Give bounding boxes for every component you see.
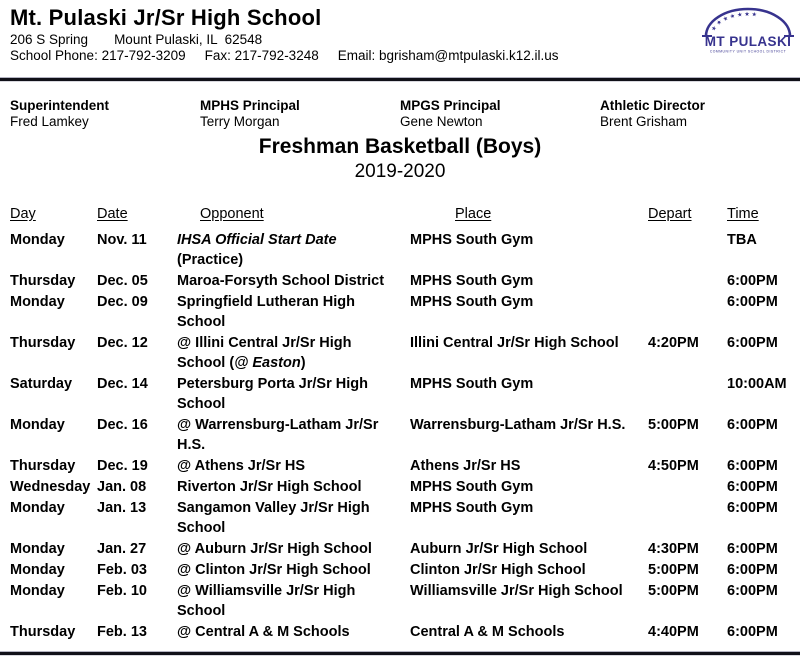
table-header-row xyxy=(0,205,800,223)
table-row xyxy=(0,560,790,580)
column-header-depart: Depart xyxy=(648,206,692,222)
time-cell: 6:00PM xyxy=(727,624,778,640)
depart-cell xyxy=(645,374,722,414)
time-cell: 6:00PM xyxy=(727,583,778,599)
opponent-text: Petersburg Porta Jr/Sr High School xyxy=(177,376,368,412)
place-cell: Illini Central Jr/Sr High School xyxy=(410,335,619,351)
opponent-text: Riverton Jr/Sr High School xyxy=(177,479,362,495)
depart-cell: 4:40PM xyxy=(648,624,699,640)
place-cell: Auburn Jr/Sr High School xyxy=(410,541,588,557)
time-cell: 6:00PM xyxy=(727,562,778,578)
date-cell: Dec. 16 xyxy=(97,417,148,433)
table-row xyxy=(0,374,790,414)
opponent-text: @ Illini Central Jr/Sr High School ( xyxy=(177,335,352,371)
opponent-cell xyxy=(177,539,410,559)
depart-cell: 5:00PM xyxy=(648,417,699,433)
place-cell: MPHS South Gym xyxy=(410,273,534,289)
time-cell: 6:00PM xyxy=(727,294,778,310)
date-cell: Dec. 19 xyxy=(97,458,148,474)
date-cell: Feb. 13 xyxy=(97,624,147,640)
place-cell: Athens Jr/Sr HS xyxy=(410,458,521,474)
school-contact xyxy=(10,48,578,63)
place-cell: Central A & M Schools xyxy=(410,624,565,640)
staff-athletic-director xyxy=(600,98,790,130)
date-cell: Dec. 09 xyxy=(97,294,148,310)
day-cell: Monday xyxy=(10,294,65,310)
school-name: Mt. Pulaski Jr/Sr High School xyxy=(10,5,322,30)
date-cell: Jan. 27 xyxy=(97,541,147,557)
opponent-text: Springfield Lutheran High School xyxy=(177,294,356,330)
column-header-date: Date xyxy=(97,206,128,222)
day-cell: Saturday xyxy=(10,376,73,392)
page-title: Freshman Basketball (Boys) xyxy=(258,135,542,158)
time-cell: 10:00AM xyxy=(727,376,787,392)
day-cell: Wednesday xyxy=(10,479,91,495)
table-row xyxy=(0,230,790,270)
opponent-text: @ Warrensburg-Latham Jr/Sr H.S. xyxy=(177,417,379,453)
staff-name: Gene Newton xyxy=(400,114,483,129)
depart-cell xyxy=(645,292,722,332)
opponent-text: @ Central A & M Schools xyxy=(177,624,350,640)
place-cell: MPHS South Gym xyxy=(410,376,534,392)
depart-cell: 4:30PM xyxy=(648,541,699,557)
school-email: Email: bgrisham@mtpulaski.k12.il.us xyxy=(337,48,559,63)
staff-title: MPHS Principal xyxy=(200,98,300,113)
school-address xyxy=(10,32,262,47)
opponent-cell xyxy=(177,622,410,642)
staff-name: Brent Grisham xyxy=(600,114,688,129)
table-row xyxy=(0,271,790,291)
opponent-text: @ Easton xyxy=(234,355,301,371)
day-cell: Thursday xyxy=(10,458,76,474)
table-row xyxy=(0,415,790,455)
table-row xyxy=(0,498,790,538)
staff-title: Superintendent xyxy=(10,98,110,113)
school-fax: Fax: 217-792-3248 xyxy=(204,48,319,63)
column-header-place: Place xyxy=(455,206,492,222)
time-cell: 6:00PM xyxy=(727,417,778,433)
place-cell: MPHS South Gym xyxy=(410,500,534,516)
day-cell: Monday xyxy=(10,583,65,599)
place-cell: Clinton Jr/Sr High School xyxy=(410,562,586,578)
staff-name: Terry Morgan xyxy=(200,114,280,129)
opponent-cell xyxy=(177,581,410,621)
time-cell: TBA xyxy=(727,232,757,248)
depart-cell: 5:00PM xyxy=(648,562,699,578)
dome-logo-icon xyxy=(696,2,800,58)
opponent-cell xyxy=(177,271,410,291)
time-cell: 6:00PM xyxy=(727,458,778,474)
date-cell: Dec. 12 xyxy=(97,335,148,351)
opponent-text: @ Williamsville Jr/Sr High School xyxy=(177,583,356,619)
opponent-cell xyxy=(177,230,410,270)
page-subtitle: 2019-2020 xyxy=(354,161,446,182)
day-cell: Monday xyxy=(10,562,65,578)
date-cell: Feb. 10 xyxy=(97,583,147,599)
staff-title: MPGS Principal xyxy=(400,98,501,113)
opponent-text: @ Auburn Jr/Sr High School xyxy=(177,541,372,557)
day-cell: Monday xyxy=(10,417,65,433)
opponent-cell xyxy=(177,477,410,497)
depart-cell xyxy=(645,498,722,538)
time-cell: 6:00PM xyxy=(727,335,778,351)
table-row xyxy=(0,477,790,497)
logo-tagline: COMMUNITY UNIT SCHOOL DISTRICT xyxy=(709,49,787,54)
table-row xyxy=(0,539,790,559)
address-street: 206 S Spring xyxy=(10,32,89,47)
logo-stars-icon: ★ ★ ★ ★ ★ ★ ★ xyxy=(710,11,758,33)
day-cell: Thursday xyxy=(10,273,76,289)
staff-mpgs-principal xyxy=(400,98,590,130)
staff-mphs-principal xyxy=(200,98,390,130)
table-row xyxy=(0,581,790,621)
column-header-day: Day xyxy=(10,206,36,222)
day-cell: Thursday xyxy=(10,624,76,640)
logo-wordmark: MT PULASKI xyxy=(704,34,792,49)
day-cell: Monday xyxy=(10,232,65,248)
place-cell: MPHS South Gym xyxy=(410,232,534,248)
date-cell: Dec. 05 xyxy=(97,273,148,289)
table-row xyxy=(0,456,790,476)
staff-title: Athletic Director xyxy=(600,98,706,113)
place-cell: MPHS South Gym xyxy=(410,294,534,310)
time-cell: 6:00PM xyxy=(727,541,778,557)
depart-cell xyxy=(645,230,722,270)
date-cell: Jan. 13 xyxy=(97,500,147,516)
time-cell: 6:00PM xyxy=(727,500,778,516)
depart-cell: 4:50PM xyxy=(648,458,699,474)
opponent-text: Sangamon Valley Jr/Sr High School xyxy=(177,500,370,536)
column-header-opponent: Opponent xyxy=(200,206,264,222)
school-logo xyxy=(696,2,800,58)
opponent-text: @ Athens Jr/Sr HS xyxy=(177,458,306,474)
table-row xyxy=(0,622,790,642)
staff-superintendent xyxy=(10,98,200,130)
opponent-text: ) xyxy=(300,355,306,371)
depart-cell xyxy=(645,477,722,497)
opponent-cell xyxy=(177,415,410,455)
date-cell: Nov. 11 xyxy=(97,232,147,248)
depart-cell: 4:20PM xyxy=(648,335,699,351)
school-phone: School Phone: 217-792-3209 xyxy=(10,48,186,63)
day-cell: Thursday xyxy=(10,335,76,351)
opponent-cell xyxy=(177,374,410,414)
schedule-rows xyxy=(0,230,790,643)
depart-cell xyxy=(645,271,722,291)
date-cell: Dec. 14 xyxy=(97,376,148,392)
opponent-text: Maroa-Forsyth School District xyxy=(177,273,385,289)
opponent-cell xyxy=(177,560,410,580)
opponent-cell xyxy=(177,292,410,332)
time-cell: 6:00PM xyxy=(727,479,778,495)
opponent-text: (Practice) xyxy=(177,252,244,268)
date-cell: Jan. 08 xyxy=(97,479,147,495)
opponent-text: @ Clinton Jr/Sr High School xyxy=(177,562,371,578)
address-city: Mount Pulaski, IL 62548 xyxy=(114,32,263,47)
place-cell: Williamsville Jr/Sr High School xyxy=(410,583,623,599)
opponent-text: IHSA Official Start Date xyxy=(177,232,337,248)
opponent-cell xyxy=(177,333,410,373)
time-cell: 6:00PM xyxy=(727,273,778,289)
place-cell: Warrensburg-Latham Jr/Sr H.S. xyxy=(410,417,626,433)
header-divider xyxy=(0,77,800,82)
place-cell: MPHS South Gym xyxy=(410,479,534,495)
depart-cell: 5:00PM xyxy=(648,583,699,599)
opponent-cell xyxy=(177,498,410,538)
table-row xyxy=(0,292,790,332)
day-cell: Monday xyxy=(10,500,65,516)
table-row xyxy=(0,333,790,373)
footer-divider xyxy=(0,651,800,656)
column-header-time: Time xyxy=(727,206,759,222)
date-cell: Feb. 03 xyxy=(97,562,147,578)
staff-name: Fred Lamkey xyxy=(10,114,89,129)
opponent-cell xyxy=(177,456,410,476)
day-cell: Monday xyxy=(10,541,65,557)
